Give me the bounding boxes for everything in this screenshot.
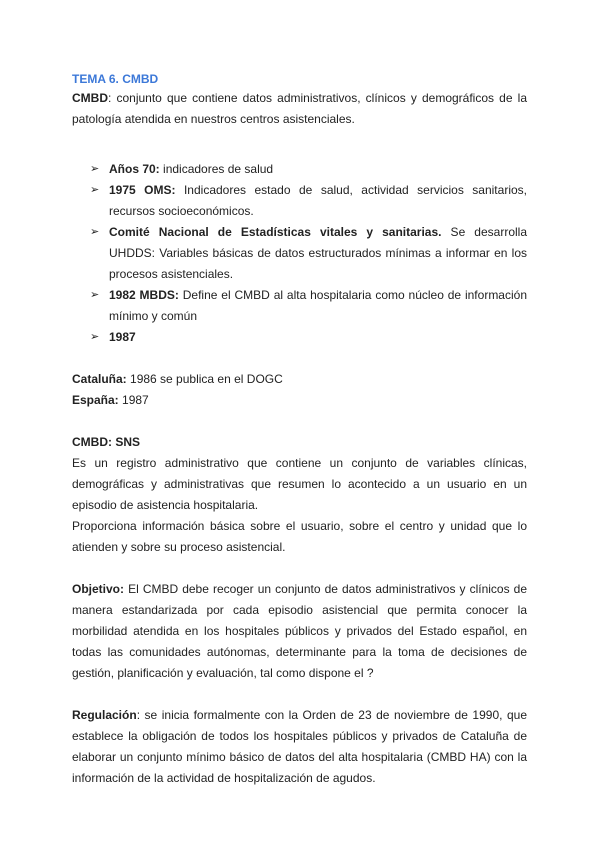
list-item	[72, 285, 527, 327]
region-espana	[72, 390, 527, 411]
sns-title	[72, 432, 527, 453]
arrow-bullet-icon: ➢	[90, 289, 100, 301]
history-list	[72, 159, 527, 348]
list-item-bold: 1975 OMS:	[109, 183, 176, 197]
list-item-bold: Comité Nacional de Estadísticas vitales y sanitarias.	[109, 225, 442, 239]
intro-paragraph	[72, 88, 527, 130]
region-label: Cataluña:	[72, 372, 127, 386]
page-title: TEMA 6. CMBD	[72, 72, 159, 86]
regulation-label: Regulación	[72, 708, 137, 722]
list-item	[72, 222, 527, 285]
region-text: 1986 se publica en el DOGC	[126, 372, 283, 386]
region-label: España:	[72, 393, 119, 407]
arrow-bullet-icon: ➢	[90, 184, 100, 196]
list-item-text: indicadores de salud	[159, 162, 274, 176]
objective-paragraph	[72, 579, 527, 684]
objective-text: El CMBD debe recoger un conjunto de datos administrativos y clínicos de manera estandarizada por cada episodio asistencial que permita conocer la morbilidad atendida en los hospitales públicos y privados del Estado español, en todas las comunidades autónomas, determinante para la toma de decisiones de gestión, planificación y evaluación, tal como dispone el ?	[72, 582, 527, 680]
list-item	[72, 180, 527, 222]
regulation-text: : se inicia formalmente con la Orden de 23 de noviembre de 1990, que establece la obligación de todos los hospitales públicos y privados de Cataluña de elaborar un conjunto mínimo básico de datos del alta hospitalaria (CMBD HA) con la información de la actividad de hospitalización de agudos.	[72, 708, 527, 785]
sns-title-text: CMBD: SNS	[72, 435, 140, 449]
list-item-bold: 1982 MBDS:	[109, 288, 179, 302]
objective-label: Objetivo:	[72, 582, 125, 596]
intro-term: CMBD	[72, 91, 108, 105]
list-item-text: Define el CMBD al alta hospitalaria como núcleo de información mínimo y común	[109, 288, 527, 323]
region-text: 1987	[118, 393, 149, 407]
list-item	[72, 327, 527, 348]
list-item-text: Indicadores estado de salud, actividad servicios sanitarios, recursos socioeconómicos.	[109, 183, 527, 218]
sns-paragraph-2: Proporciona información básica sobre el usuario, sobre el centro y unidad que lo atienden y sobre su proceso asistencial.	[72, 519, 527, 554]
list-item-bold: 1987	[109, 330, 136, 344]
list-item-bold: Años 70:	[109, 162, 160, 176]
list-item-text: Se desarrolla UHDDS: Variables básicas de datos estructurados mínimas a informar en los procesos asistenciales.	[109, 225, 527, 281]
arrow-bullet-icon: ➢	[90, 163, 100, 175]
region-cataluna	[72, 369, 527, 390]
sns-paragraph-1: Es un registro administrativo que contiene un conjunto de variables clínicas, demográficas y administrativas que resumen lo acontecido a un usuario en un episodio de asistencia hospitalaria.	[72, 456, 527, 512]
intro-text: : conjunto que contiene datos administrativos, clínicos y demográficos de la patología atendida en nuestros centros asistenciales.	[72, 91, 527, 126]
document-page	[72, 70, 527, 789]
list-item	[72, 159, 527, 180]
arrow-bullet-icon: ➢	[90, 226, 100, 238]
arrow-bullet-icon: ➢	[90, 331, 100, 343]
regulation-paragraph	[72, 705, 527, 789]
